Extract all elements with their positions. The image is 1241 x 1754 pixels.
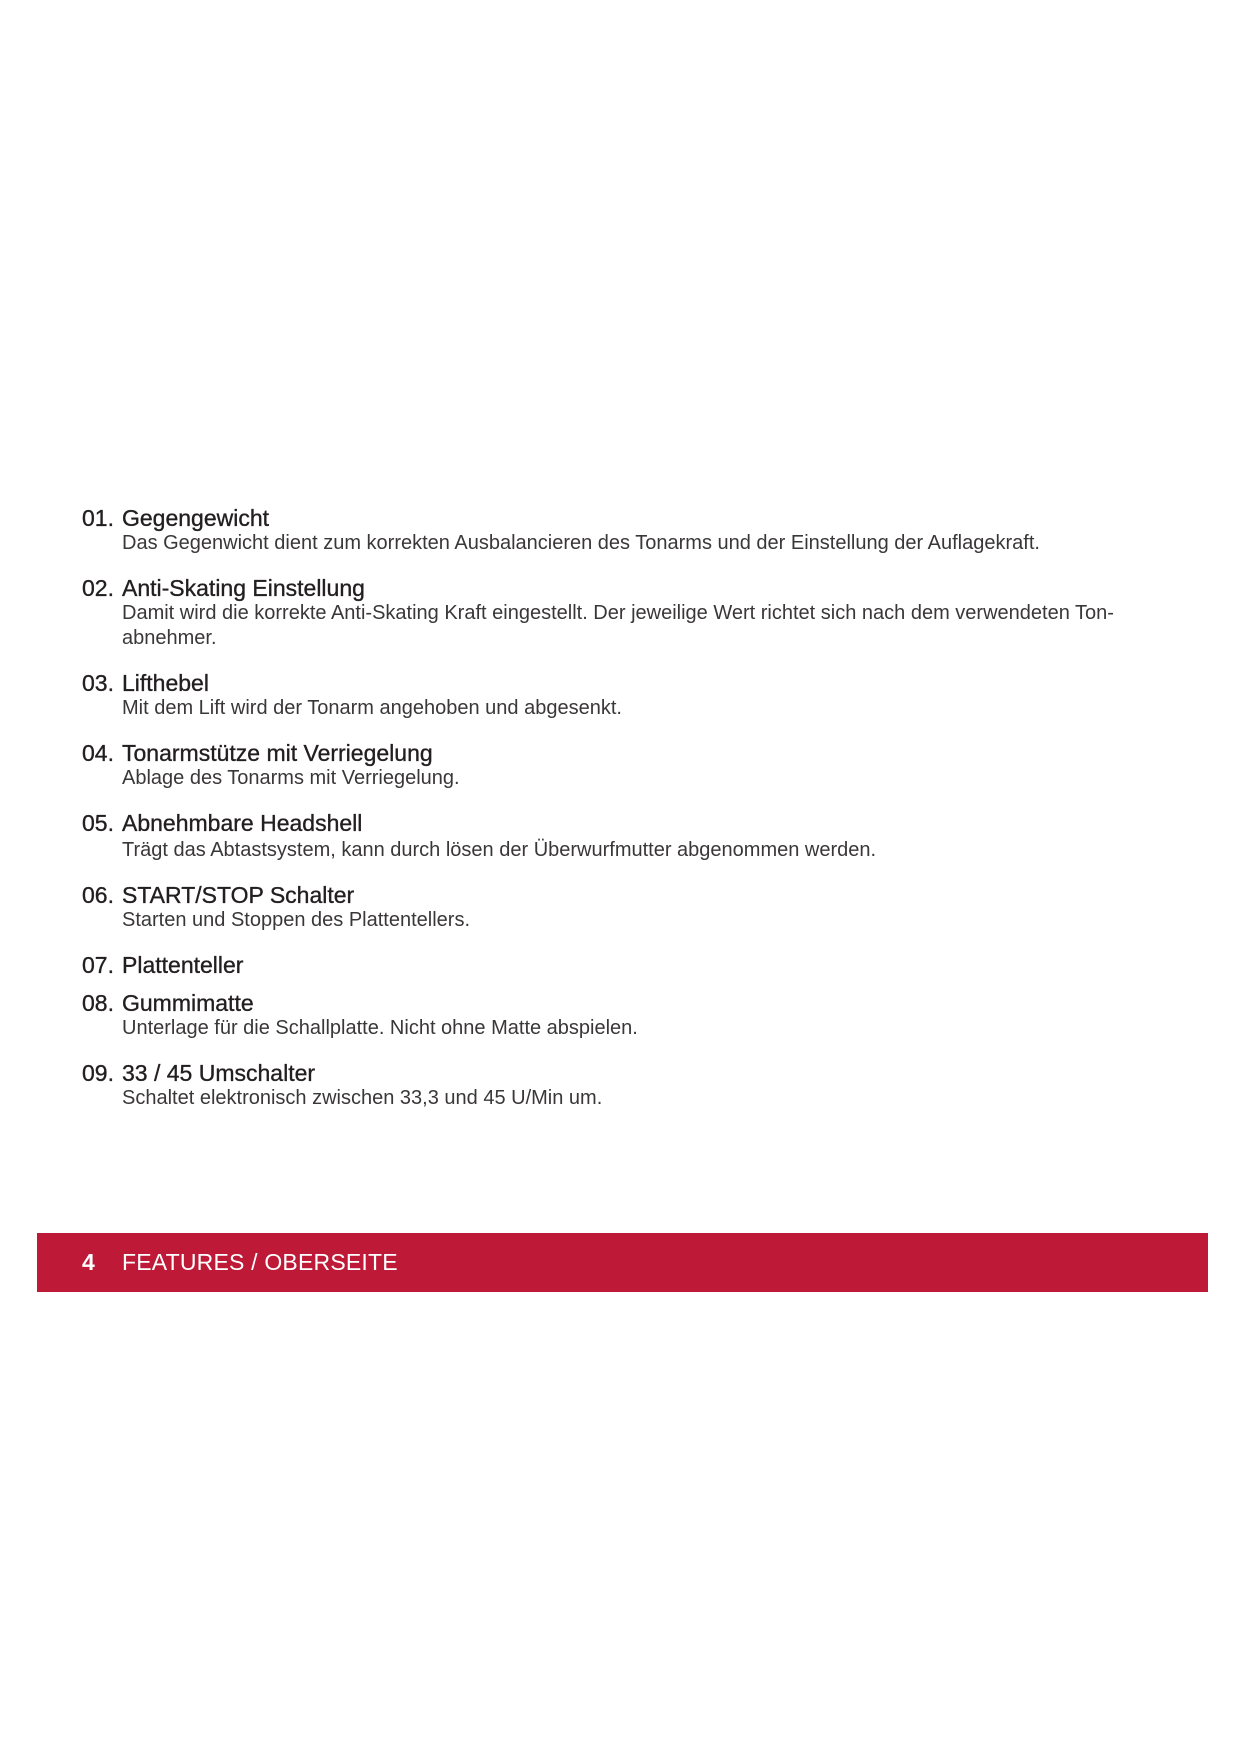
feature-item-07 xyxy=(82,952,1182,978)
feature-description: Unterlage für die Schallplatte. Nicht ohne Matte abspielen. xyxy=(122,1017,638,1039)
feature-number: 02. xyxy=(82,575,114,601)
feature-title: Gummimatte xyxy=(122,990,254,1016)
feature-title: Anti-Skating Einstellung xyxy=(122,575,365,601)
feature-number: 08. xyxy=(82,990,114,1016)
feature-heading xyxy=(82,505,1182,531)
feature-number: 06. xyxy=(82,882,114,908)
feature-title: Tonarmstütze mit Verriegelung xyxy=(122,740,433,766)
feature-heading xyxy=(82,1060,1182,1086)
feature-description: Schaltet elektronisch zwischen 33,3 und 45 U/Min um. xyxy=(122,1087,603,1109)
page-number: 4 xyxy=(82,1249,95,1275)
feature-description: Ablage des Tonarms mit Verriegelung. xyxy=(122,767,460,789)
feature-item-08 xyxy=(82,990,1182,1041)
feature-title: Gegengewicht xyxy=(122,505,270,531)
feature-title: Abnehmbare Headshell xyxy=(122,810,363,836)
feature-heading xyxy=(82,952,1182,978)
feature-number: 09. xyxy=(82,1060,114,1086)
feature-item-02 xyxy=(82,575,1182,651)
feature-heading xyxy=(82,882,1182,908)
feature-number: 01. xyxy=(82,505,114,531)
feature-heading xyxy=(82,575,1182,601)
feature-number: 05. xyxy=(82,810,114,836)
feature-title: Lifthebel xyxy=(122,670,209,696)
feature-description: Mit dem Lift wird der Tonarm angehoben und abgesenkt. xyxy=(122,697,622,719)
feature-description: Das Gegenwicht dient zum korrekten Ausbalancieren des Tonarms und der Einstellung der Auflagekraft. xyxy=(122,532,1040,554)
feature-list xyxy=(82,505,1182,1111)
feature-item-03 xyxy=(82,670,1182,721)
feature-description: Damit wird die korrekte Anti-Skating Kraft eingestellt. Der jeweilige Wert richtet sich nach dem verwendeten Ton-abnehmer. xyxy=(122,602,1114,649)
feature-heading xyxy=(82,810,1182,836)
feature-description: Trägt das Abtastsystem, kann durch lösen der Überwurfmutter abgenommen werden. xyxy=(122,839,877,861)
feature-heading xyxy=(82,670,1182,696)
feature-number: 07. xyxy=(82,952,114,978)
feature-item-06 xyxy=(82,882,1182,933)
feature-item-05 xyxy=(82,810,1182,863)
feature-item-09 xyxy=(82,1060,1182,1111)
feature-title: 33 / 45 Umschalter xyxy=(122,1060,316,1086)
footer-band xyxy=(37,1233,1208,1292)
feature-number: 03. xyxy=(82,670,114,696)
feature-title: Plattenteller xyxy=(122,952,244,978)
feature-title: START/STOP Schalter xyxy=(122,882,355,908)
feature-item-04 xyxy=(82,740,1182,791)
feature-description: Starten und Stoppen des Plattentellers. xyxy=(122,909,471,931)
section-title: FEATURES / OBERSEITE xyxy=(122,1249,398,1275)
feature-heading xyxy=(82,740,1182,766)
feature-item-01 xyxy=(82,505,1182,556)
feature-heading xyxy=(82,990,1182,1016)
feature-number: 04. xyxy=(82,740,114,766)
